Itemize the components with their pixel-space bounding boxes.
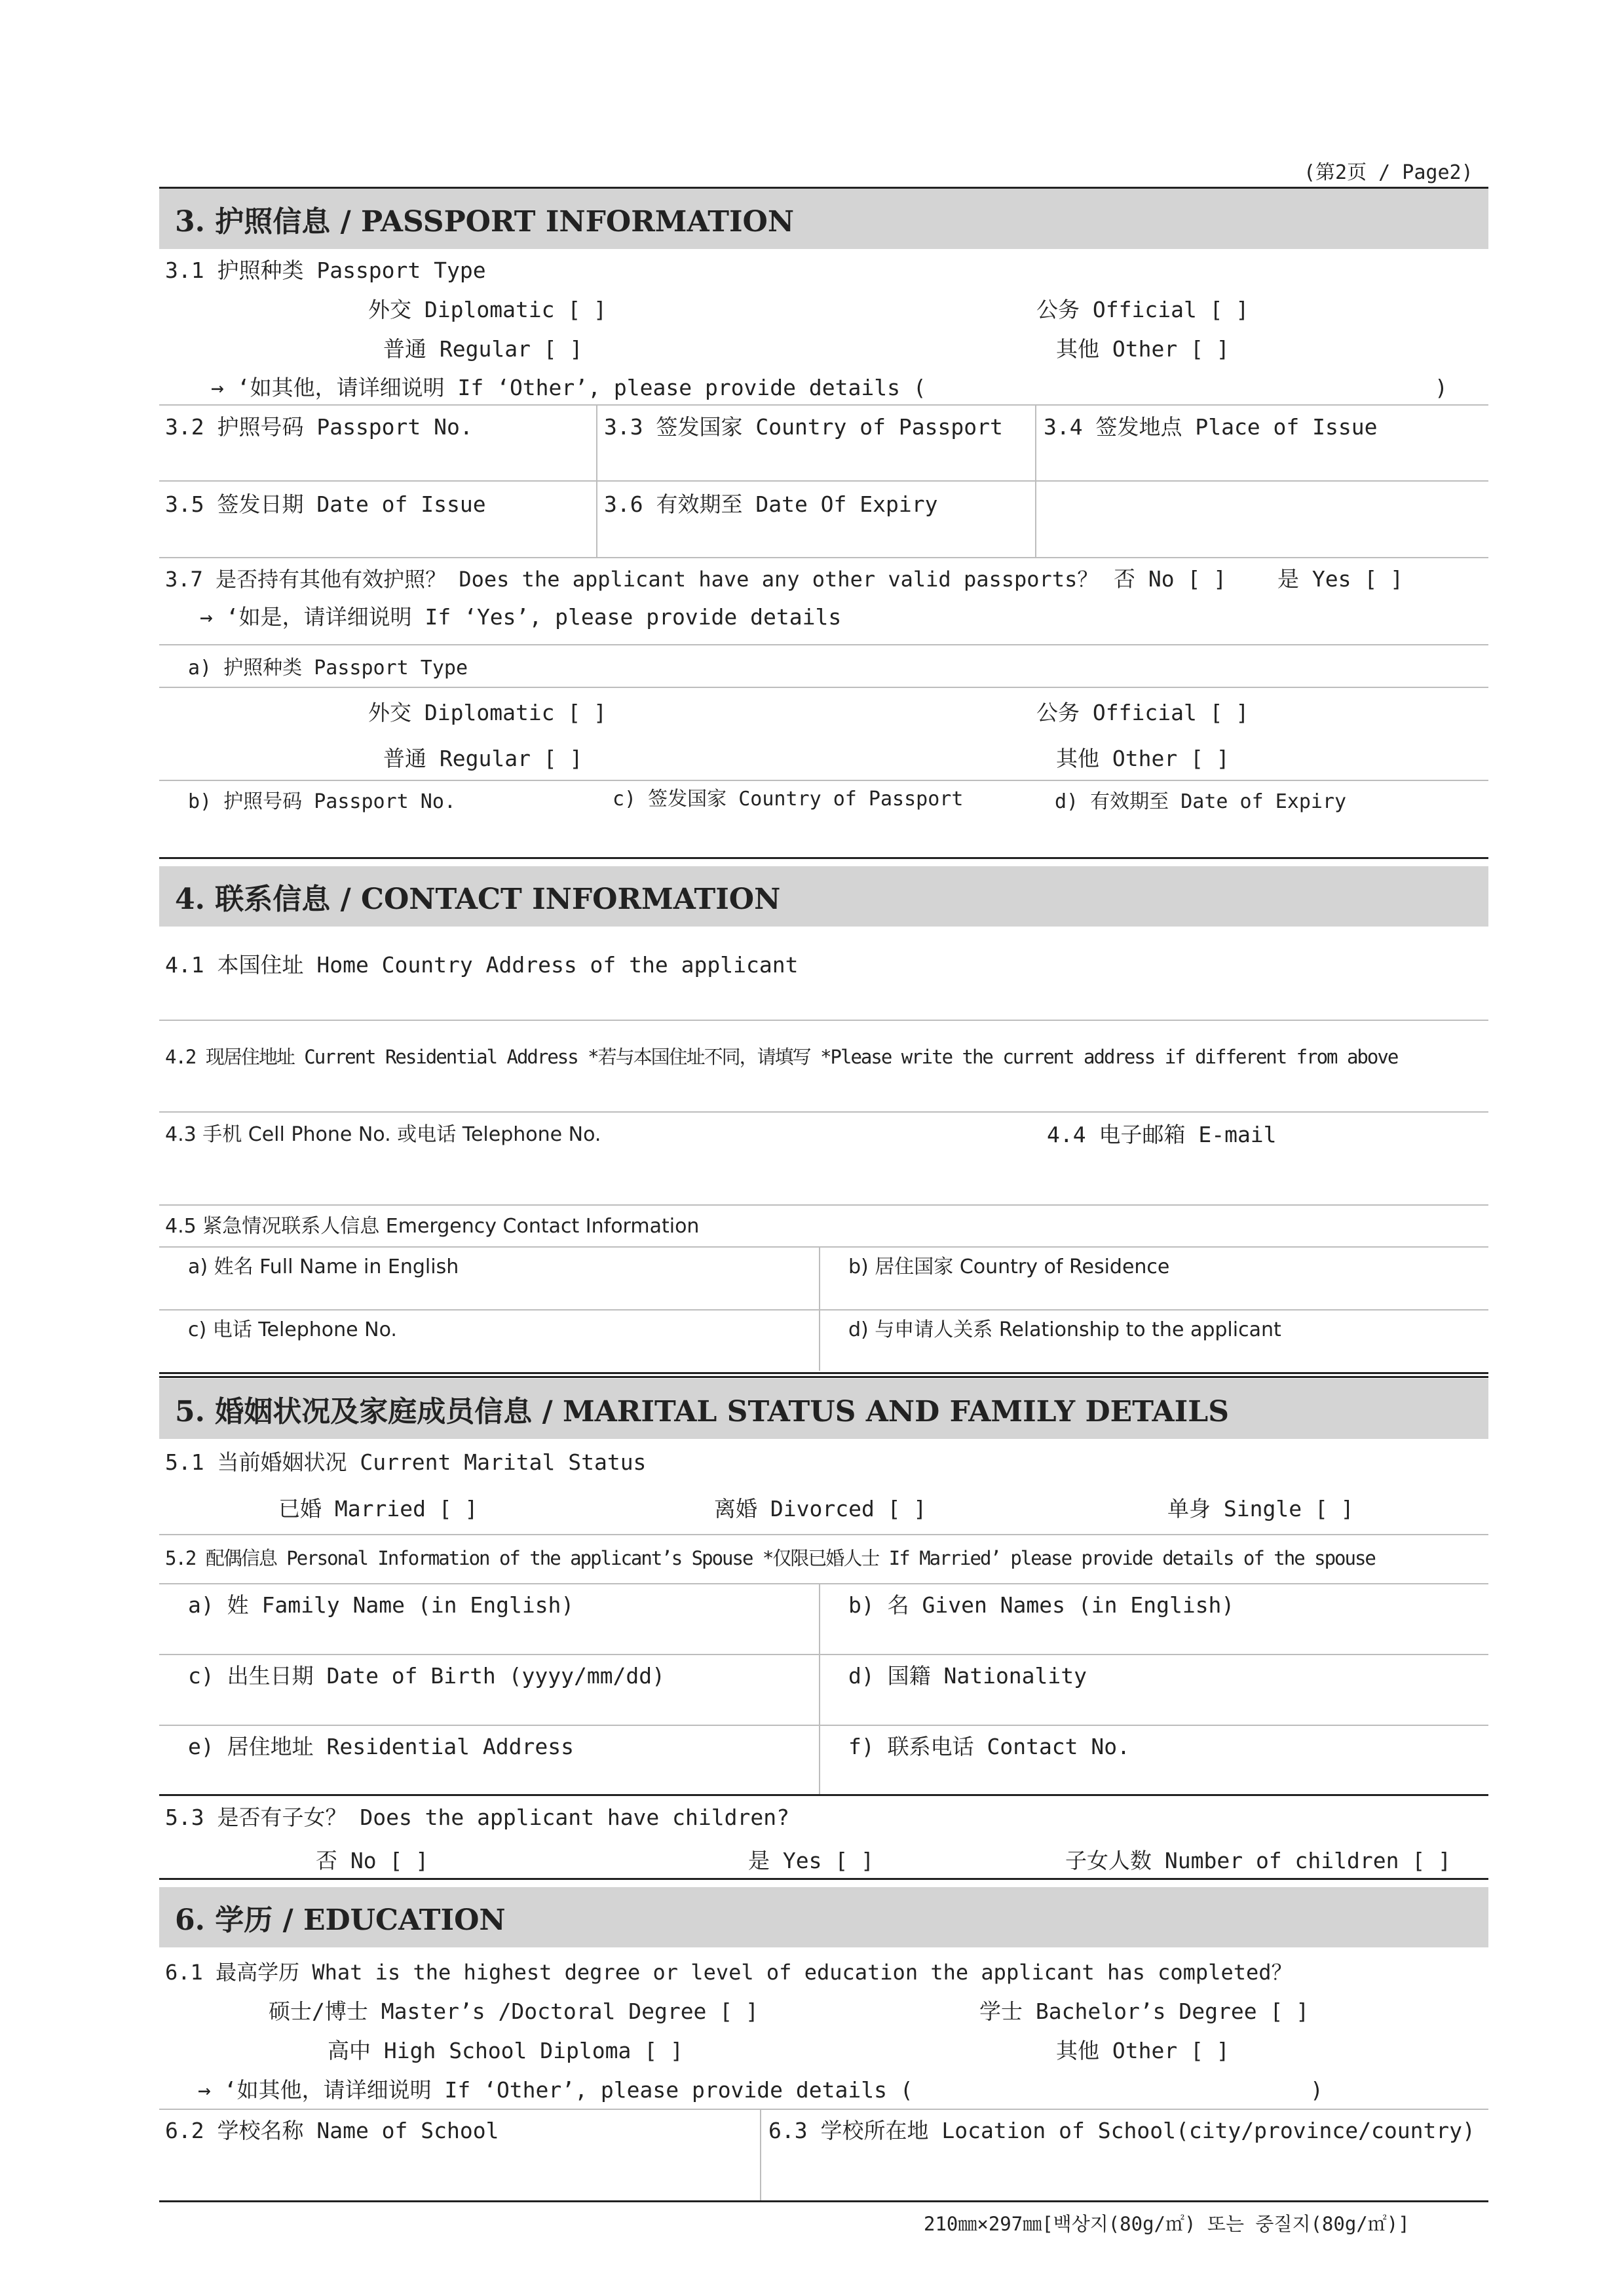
emergency-name-label: a) 姓名 Full Name in English xyxy=(188,1255,459,1278)
emergency-telephone-label: c) 电话 Telephone No. xyxy=(188,1318,397,1341)
checkbox-yes[interactable]: 是 Yes [ ] xyxy=(1277,566,1403,592)
divider xyxy=(159,480,1488,482)
section-header-passport xyxy=(159,189,1488,249)
phone-label: 4.3 手机 Cell Phone No. 或电话 Telephone No. xyxy=(165,1123,601,1146)
checkbox-regular[interactable]: 普通 Regular [ ] xyxy=(383,336,583,362)
divider xyxy=(159,1794,1488,1796)
divider xyxy=(159,1372,1488,1374)
education-other-details-prompt: → ‘如其他，请详细说明 If ‘Other’, please provide details ( xyxy=(198,2077,913,2103)
section-title: 3. 护照信息 / PASSPORT INFORMATION xyxy=(175,205,795,239)
issue-date-label: 3.5 签发日期 Date of Issue xyxy=(165,491,486,517)
checkbox-single[interactable]: 单身 Single [ ] xyxy=(1167,1496,1354,1521)
expiry-date-label: 3.6 有效期至 Date Of Expiry xyxy=(604,491,938,517)
section-title: 5. 婚姻状况及家庭成员信息 / MARITAL STATUS AND FAMILY DETAILS xyxy=(175,1395,1229,1428)
divider xyxy=(159,780,1488,781)
marital-status-label: 5.1 当前婚姻状况 Current Marital Status xyxy=(165,1449,647,1475)
footer-paper-spec: 210㎜×297㎜[백상지(80g/㎡) 또는 중질지(80g/㎡)] xyxy=(924,2213,1410,2235)
checkbox-high-school[interactable]: 高中 High School Diploma [ ] xyxy=(328,2038,683,2063)
section-header-contact xyxy=(159,866,1488,927)
divider xyxy=(159,1111,1488,1113)
section-title: 6. 学历 / EDUCATION xyxy=(175,1904,506,1937)
checkbox-masters[interactable]: 硕士/博士 Master’s /Doctoral Degree [ ] xyxy=(269,1999,759,2024)
education-other-details-close: ) xyxy=(1310,2077,1323,2103)
divider xyxy=(159,644,1488,645)
children-question: 5.3 是否有子女？ Does the applicant have children? xyxy=(165,1805,789,1830)
divider xyxy=(159,1725,1488,1726)
divider xyxy=(159,1204,1488,1206)
divider xyxy=(159,857,1488,859)
divider xyxy=(159,1376,1488,1378)
spouse-given-names-label: b) 名 Given Names (in English) xyxy=(848,1592,1235,1618)
divider xyxy=(159,687,1488,688)
section-header-marital xyxy=(159,1379,1488,1439)
spouse-address-label: e) 居住地址 Residential Address xyxy=(188,1734,574,1759)
divider xyxy=(159,2109,1488,2110)
sub-checkbox-official[interactable]: 公务 Official [ ] xyxy=(1036,700,1249,725)
highest-education-question xyxy=(165,1959,1293,1985)
divider xyxy=(159,557,1488,558)
passport-country-label: 3.3 签发国家 Country of Passport xyxy=(604,414,1003,440)
divider xyxy=(159,1878,1488,1880)
children-count[interactable]: 子女人数 Number of children [ ] xyxy=(1065,1848,1451,1873)
divider xyxy=(159,1309,1488,1311)
divider xyxy=(159,1020,1488,1021)
page-label: (第2页 / Page2) xyxy=(1304,161,1473,184)
sub-passport-country-label: c) 签发国家 Country of Passport xyxy=(613,788,964,811)
checkbox-no[interactable]: 否 No [ ] xyxy=(1114,566,1227,592)
spouse-info-label: 5.2 配偶信息 Personal Information of the applicant’s Spouse *仅限已婚人士 If Married’ please provide details of the spouse xyxy=(165,1547,1375,1569)
divider xyxy=(159,1246,1488,1248)
passport-number-label: 3.2 护照号码 Passport No. xyxy=(165,414,473,440)
divider xyxy=(819,1583,820,1794)
emergency-residence-label: b) 居住国家 Country of Residence xyxy=(848,1255,1170,1278)
divider xyxy=(159,1654,1488,1655)
education-other-details-field[interactable] xyxy=(917,2073,1304,2102)
spouse-family-name-label: a) 姓 Family Name (in English) xyxy=(188,1592,575,1618)
sub-passport-number-label: b) 护照号码 Passport No. xyxy=(188,790,456,813)
other-details-close: ) xyxy=(1435,375,1448,400)
current-address-label: 4.2 现居住地址 Current Residential Address *若与本国住址不同，请填写 *Please write the current address if different from above xyxy=(165,1046,1398,1068)
email-label: 4.4 电子邮箱 E-mail xyxy=(1047,1122,1277,1147)
sub-checkbox-other[interactable]: 其他 Other [ ] xyxy=(1056,746,1230,771)
checkbox-children-yes[interactable]: 是 Yes [ ] xyxy=(748,1848,874,1873)
passport-type-label: 3.1 护照种类 Passport Type xyxy=(165,258,486,283)
checkbox-official[interactable]: 公务 Official [ ] xyxy=(1036,297,1249,322)
checkbox-other[interactable]: 其他 Other [ ] xyxy=(1056,336,1230,362)
checkbox-bachelor[interactable]: 学士 Bachelor’s Degree [ ] xyxy=(979,1999,1310,2024)
other-details-prompt: → ‘如其他，请详细说明 If ‘Other’, please provide details ( xyxy=(211,375,926,400)
checkbox-education-other[interactable]: 其他 Other [ ] xyxy=(1056,2038,1230,2063)
home-address-label: 4.1 本国住址 Home Country Address of the applicant xyxy=(165,952,799,978)
sub-checkbox-diplomatic[interactable]: 外交 Diplomatic [ ] xyxy=(368,700,607,725)
if-yes-prompt: → ‘如是，请详细说明 If ‘Yes’, please provide details xyxy=(200,604,842,630)
section-header-education xyxy=(159,1887,1488,1947)
sub-passport-type-label: a) 护照种类 Passport Type xyxy=(188,657,468,679)
checkbox-diplomatic[interactable]: 外交 Diplomatic [ ] xyxy=(368,297,607,322)
divider xyxy=(819,1246,820,1371)
divider xyxy=(760,2109,761,2202)
emergency-contact-label: 4.5 紧急情况联系人信息 Emergency Contact Information xyxy=(165,1215,700,1238)
checkbox-divorced[interactable]: 离婚 Divorced [ ] xyxy=(714,1496,927,1521)
spouse-dob-label: c) 出生日期 Date of Birth (yyyy/mm/dd) xyxy=(188,1663,666,1689)
emergency-relationship-label: d) 与申请人关系 Relationship to the applicant xyxy=(848,1318,1281,1341)
place-of-issue-label: 3.4 签发地点 Place of Issue xyxy=(1044,414,1378,440)
sub-checkbox-regular[interactable]: 普通 Regular [ ] xyxy=(383,746,583,771)
divider xyxy=(159,2200,1488,2202)
spouse-contact-label: f) 联系电话 Contact No. xyxy=(848,1734,1131,1759)
section-title: 4. 联系信息 / CONTACT INFORMATION xyxy=(175,883,781,916)
spouse-nationality-label: d) 国籍 Nationality xyxy=(848,1663,1087,1689)
question-text: 3.7 是否持有其他有效护照？ Does the applicant have any other valid passports？ xyxy=(165,567,1099,592)
question-text: 6.1 最高学历 What is the highest degree or level of education the applicant has completed？ xyxy=(165,1960,1293,1985)
divider xyxy=(159,1583,1488,1584)
checkbox-married[interactable]: 已婚 Married [ ] xyxy=(278,1496,478,1521)
other-details-field[interactable] xyxy=(943,371,1425,400)
checkbox-children-no[interactable]: 否 No [ ] xyxy=(316,1848,429,1873)
school-location-label: 6.3 学校所在地 Location of School(city/province/country) xyxy=(768,2118,1475,2143)
divider xyxy=(159,1534,1488,1535)
school-name-label: 6.2 学校名称 Name of School xyxy=(165,2118,499,2143)
divider xyxy=(159,404,1488,406)
other-passport-question xyxy=(165,566,1098,592)
sub-expiry-label: d) 有效期至 Date of Expiry xyxy=(1055,790,1347,813)
